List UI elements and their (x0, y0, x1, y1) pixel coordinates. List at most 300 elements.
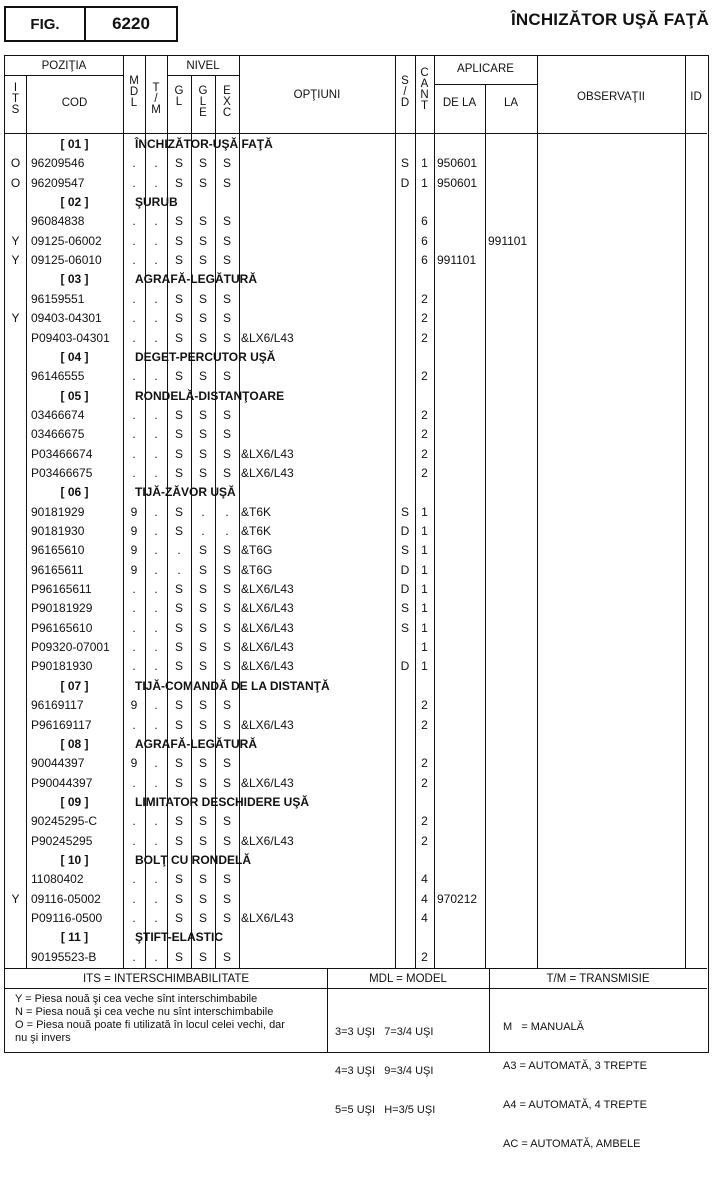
section-title: AGRAFĂ-LEGĂTURĂ (135, 272, 257, 287)
gle-cell: S (198, 311, 207, 326)
code-cell: P03466674 (31, 446, 93, 461)
exc-cell: S (222, 872, 231, 887)
header-de-la: DE LA (442, 97, 477, 109)
mdl-cell: 9 (130, 698, 138, 713)
section-code: [ 11 ] (60, 930, 89, 945)
gl-cell: S (174, 427, 183, 442)
section-code: [ 06 ] (60, 485, 89, 500)
code-cell: P96165611 (31, 582, 92, 597)
option-cell: &LX6/L43 (241, 911, 294, 925)
mdl-cell: . (132, 872, 136, 887)
exc-cell: S (222, 620, 231, 635)
mdl-cell: . (132, 253, 136, 268)
section-title: TIJĂ-COMANDĂ DE LA DISTANŢĂ (135, 678, 330, 693)
to-cell: 991101 (488, 233, 528, 248)
legend-tm-line: AC = AUTOMATĂ, AMBELE (503, 1138, 641, 1150)
gle-cell: S (198, 446, 207, 461)
header-its: I T S (11, 82, 20, 116)
exc-cell: S (222, 949, 231, 964)
vl-la (537, 56, 538, 968)
page-title: ÎNCHIZĂTOR UŞĂ FAŢĂ (510, 10, 709, 29)
option-cell: &LX6/L43 (241, 601, 294, 616)
its-cell: O (10, 156, 21, 171)
qty-cell: 2 (421, 775, 428, 790)
qty-cell: 6 (421, 233, 428, 248)
sd-cell: D (400, 659, 410, 674)
option-cell: &T6K (241, 524, 272, 538)
gl-cell: S (174, 156, 183, 171)
gle-cell: S (198, 601, 207, 616)
qty-cell: 1 (421, 504, 428, 519)
tm-cell: . (154, 562, 158, 577)
exc-cell: S (222, 291, 231, 306)
tm-cell: . (154, 543, 158, 558)
exc-cell: . (225, 524, 229, 538)
gl-cell: S (174, 504, 183, 519)
gl-cell: S (174, 311, 183, 326)
section-title: LIMITATOR DESCHIDERE UŞĂ (135, 794, 310, 809)
section-code: [ 01 ] (60, 137, 89, 151)
gl-cell: S (174, 330, 183, 345)
qty-cell: 4 (421, 911, 428, 925)
gl-cell: S (174, 291, 183, 306)
option-cell: &LX6/L43 (241, 640, 294, 655)
code-cell: 90245295-C (31, 814, 98, 829)
gle-cell: S (198, 872, 207, 887)
code-cell: 03466675 (31, 427, 85, 442)
vl-dela (485, 84, 486, 968)
qty-cell: 2 (421, 814, 428, 829)
vl-exc (239, 56, 240, 968)
hl-legend-top (5, 968, 707, 969)
qty-cell: 1 (421, 659, 428, 674)
gle-cell: S (198, 833, 207, 848)
gle-cell: S (198, 407, 207, 422)
mdl-cell: . (132, 156, 136, 171)
qty-cell: 1 (421, 175, 428, 190)
tm-cell: . (154, 233, 158, 248)
header-la: LA (503, 97, 519, 109)
exc-cell: S (222, 311, 231, 326)
code-cell: 09116-05002 (31, 891, 101, 906)
code-cell: P90181930 (31, 659, 93, 674)
gl-cell: S (174, 214, 183, 229)
its-cell: Y (11, 253, 20, 268)
qty-cell: 2 (421, 717, 428, 732)
mdl-cell: . (132, 659, 136, 674)
exc-cell: S (222, 156, 231, 171)
gle-cell: . (201, 504, 205, 519)
mdl-cell: . (132, 601, 136, 616)
tm-cell: . (154, 330, 158, 345)
exc-cell: S (222, 175, 231, 190)
exc-cell: S (222, 756, 231, 771)
its-cell: Y (11, 891, 20, 906)
section-code: [ 10 ] (60, 852, 89, 867)
qty-cell: 2 (421, 407, 428, 422)
section-code: [ 08 ] (60, 736, 89, 751)
qty-cell: 2 (421, 446, 428, 461)
gle-cell: S (198, 175, 207, 190)
code-cell: 03466674 (31, 407, 85, 422)
qty-cell: 6 (421, 214, 428, 229)
gl-cell: S (174, 814, 183, 829)
code-cell: 90044397 (31, 756, 85, 771)
tm-cell: . (154, 640, 158, 655)
header-id: ID (690, 91, 702, 103)
option-cell: &LX6/L43 (241, 446, 294, 461)
gle-cell: S (198, 814, 207, 829)
gl-cell: S (174, 582, 183, 597)
exc-cell: S (222, 562, 231, 577)
exc-cell: S (222, 814, 231, 829)
header-exc: E X C (222, 85, 232, 119)
code-cell: 96159551 (31, 291, 85, 306)
exc-cell: S (222, 446, 231, 461)
tm-cell: . (154, 814, 158, 829)
mdl-cell: . (132, 369, 136, 384)
mdl-cell: . (132, 582, 136, 597)
qty-cell: 2 (421, 465, 428, 480)
section-title: TIJĂ-ZĂVOR UŞĂ (135, 485, 236, 500)
gle-cell: . (201, 524, 205, 538)
code-cell: 96146555 (31, 369, 85, 384)
tm-cell: . (154, 524, 158, 538)
qty-cell: 1 (421, 543, 428, 558)
option-cell: &T6G (241, 543, 273, 558)
code-cell: 09125-06010 (31, 253, 102, 268)
section-code: [ 09 ] (60, 794, 89, 809)
qty-cell: 2 (421, 291, 428, 306)
legend-its-text (15, 993, 285, 1045)
header-tm: T / M (151, 82, 161, 116)
mdl-cell: . (132, 214, 136, 229)
tm-cell: . (154, 756, 158, 771)
fig-number-box (84, 6, 178, 42)
parts-table (4, 55, 709, 1150)
code-cell: 96209547 (31, 175, 85, 190)
qty-cell: 2 (421, 427, 428, 442)
mdl-cell: . (132, 891, 136, 906)
code-cell: P90044397 (31, 775, 93, 790)
exc-cell: S (222, 465, 231, 480)
gle-cell: S (198, 330, 207, 345)
qty-cell: 1 (421, 640, 428, 655)
gle-cell: S (198, 949, 207, 964)
qty-cell: 2 (421, 756, 428, 771)
gle-cell: S (198, 891, 207, 906)
qty-cell: 6 (421, 253, 428, 268)
qty-cell: 2 (421, 833, 428, 848)
header-cant: C A N T (420, 67, 429, 112)
gle-cell: S (198, 543, 207, 558)
tm-cell: . (154, 504, 158, 519)
tm-cell: . (154, 949, 158, 964)
tm-cell: . (154, 601, 158, 616)
mdl-cell: . (132, 311, 136, 326)
tm-cell: . (154, 253, 158, 268)
code-cell: 96165611 (31, 562, 84, 577)
from-cell: 970212 (437, 891, 478, 906)
legend-its-line: N = Piesa nouă şi cea veche nu sînt interschimbabile (15, 1006, 274, 1018)
mdl-cell: . (132, 911, 136, 925)
header-gl: G L (174, 85, 184, 108)
header-nivel: NIVEL (186, 60, 220, 72)
exc-cell: S (222, 214, 231, 229)
gle-cell: S (198, 156, 207, 171)
gl-cell: S (174, 717, 183, 732)
option-cell: &T6G (241, 562, 273, 577)
exc-cell: S (222, 543, 231, 558)
gle-cell: S (198, 756, 207, 771)
code-cell: 96084838 (31, 214, 85, 229)
legend-its-line: O = Piesa nouă poate fi utilizată în locul celei vechi, dar (15, 1019, 285, 1031)
code-cell: P90181929 (31, 601, 93, 616)
section-code: [ 07 ] (60, 678, 89, 693)
gl-cell: . (177, 543, 181, 558)
header-mdl: M D L (129, 75, 139, 109)
gl-cell: S (174, 620, 183, 635)
tm-cell: . (154, 291, 158, 306)
gle-cell: S (198, 562, 207, 577)
legend-tm-line: A4 = AUTOMATĂ, 4 TREPTE (503, 1099, 647, 1111)
section-code: [ 03 ] (60, 272, 89, 287)
from-cell: 950601 (437, 156, 478, 171)
option-cell: &LX6/L43 (241, 620, 294, 635)
gle-cell: S (198, 640, 207, 655)
gle-cell: S (198, 775, 207, 790)
legend-tm-line: M = MANUALĂ (503, 1021, 584, 1033)
code-cell: 96209546 (31, 156, 85, 171)
fig-label: FIG. (30, 15, 60, 33)
exc-cell: S (222, 253, 231, 268)
gl-cell: S (174, 891, 183, 906)
gl-cell: S (174, 698, 183, 713)
tm-cell: . (154, 911, 158, 925)
qty-cell: 2 (421, 698, 428, 713)
fig-label-box (4, 6, 86, 42)
mdl-cell: . (132, 949, 136, 964)
section-title: RONDELĂ-DISTANŢOARE (135, 388, 285, 403)
section-code: [ 02 ] (60, 195, 89, 210)
gl-cell: S (174, 253, 183, 268)
exc-cell: S (222, 369, 231, 384)
legend-its-title: ITS = INTERSCHIMBABILITATE (82, 973, 250, 985)
tm-cell: . (154, 620, 158, 635)
section-code: [ 05 ] (60, 388, 89, 403)
from-cell: 991101 (437, 253, 477, 268)
gle-cell: S (198, 253, 207, 268)
code-cell: P96165610 (31, 620, 93, 635)
exc-cell: S (222, 233, 231, 248)
mdl-cell: . (132, 717, 136, 732)
gle-cell: S (198, 465, 207, 480)
exc-cell: S (222, 330, 231, 345)
tm-cell: . (154, 369, 158, 384)
code-cell: P09320-07001 (31, 640, 110, 655)
gle-cell: S (198, 659, 207, 674)
sd-cell: D (400, 582, 410, 597)
qty-cell: 1 (421, 601, 428, 616)
its-cell: Y (11, 311, 20, 326)
qty-cell: 1 (421, 156, 428, 171)
gl-cell: S (174, 175, 183, 190)
legend-mdl-line: 5=5 UŞI H=3/5 UŞI (335, 1104, 436, 1116)
option-cell: &LX6/L43 (241, 659, 294, 674)
gle-cell: S (198, 698, 207, 713)
qty-cell: 2 (421, 330, 428, 345)
mdl-cell: . (132, 814, 136, 829)
code-cell: P03466675 (31, 465, 93, 480)
mdl-cell: 9 (130, 543, 138, 558)
vl-obs (685, 56, 686, 968)
tm-cell: . (154, 698, 158, 713)
gl-cell: S (174, 911, 183, 925)
tm-cell: . (154, 214, 158, 229)
vl-cant (434, 56, 435, 968)
its-cell: O (10, 175, 21, 190)
tm-cell: . (154, 717, 158, 732)
legend-tm-line: A3 = AUTOMATĂ, 3 TREPTE (503, 1060, 647, 1072)
section-title: DEGET-PERCUTOR UŞĂ (135, 349, 276, 364)
header-cod: COD (61, 97, 88, 109)
legend-mdl-line: 3=3 UŞI 7=3/4 UŞI (335, 1026, 434, 1038)
gl-cell: S (174, 833, 183, 848)
code-cell: P09116-0500 (31, 911, 103, 925)
hl-nivel (167, 75, 239, 76)
header-optiuni: OPŢIUNI (293, 89, 341, 101)
gle-cell: S (198, 911, 207, 925)
sd-cell: D (400, 175, 410, 190)
code-cell: 90181929 (31, 504, 85, 519)
mdl-cell: . (132, 775, 136, 790)
tm-cell: . (154, 833, 158, 848)
mdl-cell: . (132, 330, 136, 345)
tm-cell: . (154, 659, 158, 674)
tm-cell: . (154, 311, 158, 326)
exc-cell: S (222, 407, 231, 422)
mdl-cell: . (132, 427, 136, 442)
gl-cell: . (177, 562, 181, 577)
option-cell: &LX6/L43 (241, 717, 294, 732)
header-gle: G L E (198, 85, 208, 119)
mdl-cell: . (132, 620, 136, 635)
code-cell: P90245295 (31, 833, 93, 848)
section-title: ŞTIFT-ELASTIC (135, 930, 223, 945)
exc-cell: S (222, 640, 231, 655)
gle-cell: S (198, 620, 207, 635)
its-cell: Y (11, 233, 20, 248)
legend-mdl-text (335, 1000, 435, 1143)
mdl-cell: . (132, 640, 136, 655)
tm-cell: . (154, 775, 158, 790)
gl-cell: S (174, 872, 183, 887)
sd-cell: S (400, 543, 409, 558)
legend-mdl-line: 4=3 UŞI 9=3/4 UŞI (335, 1065, 434, 1077)
sd-cell: S (400, 156, 409, 171)
option-cell: &T6K (241, 504, 272, 519)
exc-cell: S (222, 427, 231, 442)
gle-cell: S (198, 233, 207, 248)
code-cell: 96165610 (31, 543, 85, 558)
exc-cell: S (222, 659, 231, 674)
qty-cell: 2 (421, 369, 428, 384)
sd-cell: D (400, 562, 410, 577)
tm-cell: . (154, 427, 158, 442)
gl-cell: S (174, 949, 183, 964)
gl-cell: S (174, 465, 183, 480)
tm-cell: . (154, 872, 158, 887)
qty-cell: 1 (421, 524, 428, 538)
gle-cell: S (198, 582, 207, 597)
code-cell: 11080402 (31, 872, 84, 887)
legend-mdl-title: MDL = MODEL (369, 973, 447, 985)
sd-cell: S (400, 504, 409, 519)
gle-cell: S (198, 214, 207, 229)
gl-cell: S (174, 775, 183, 790)
fig-number: 6220 (112, 14, 150, 33)
gl-cell: S (174, 756, 183, 771)
header-pozitia: POZIŢIA (41, 60, 87, 72)
code-cell: 96169117 (31, 698, 84, 713)
legend-its-line: nu şi invers (15, 1032, 71, 1044)
tm-cell: . (154, 175, 158, 190)
mdl-cell: . (132, 407, 136, 422)
header-sd: S / D (400, 75, 410, 109)
gl-cell: S (174, 407, 183, 422)
gl-cell: S (174, 369, 183, 384)
section-title: BOLŢ CU RONDELĂ (135, 852, 251, 867)
mdl-cell: 9 (130, 562, 138, 577)
option-cell: &LX6/L43 (241, 775, 294, 790)
mdl-cell: . (132, 291, 136, 306)
qty-cell: 1 (421, 620, 428, 635)
qty-cell: 4 (421, 872, 428, 887)
code-cell: P96169117 (31, 717, 92, 732)
exc-cell: S (222, 698, 231, 713)
sd-cell: S (400, 620, 409, 635)
sd-cell: S (400, 601, 409, 616)
code-cell: 90195523-B (31, 949, 97, 964)
hl-header-bottom (5, 133, 707, 134)
gl-cell: S (174, 446, 183, 461)
code-cell: 90181930 (31, 524, 85, 538)
section-title: AGRAFĂ-LEGĂTURĂ (135, 736, 257, 751)
gl-cell: S (174, 233, 183, 248)
mdl-cell: . (132, 465, 136, 480)
gl-cell: S (174, 601, 183, 616)
exc-cell: S (222, 717, 231, 732)
gl-cell: S (174, 659, 183, 674)
code-cell: 09125-06002 (31, 233, 102, 248)
section-title: ŞURUB (135, 195, 178, 210)
mdl-cell: 9 (130, 504, 138, 519)
mdl-cell: . (132, 233, 136, 248)
header-aplicare: APLICARE (457, 63, 514, 75)
qty-cell: 2 (421, 949, 428, 964)
hl-legend-title (5, 988, 707, 989)
exc-cell: . (225, 504, 229, 519)
legend-tm-title: T/M = TRANSMISIE (546, 973, 650, 985)
mdl-cell: . (132, 175, 136, 190)
code-cell: 09403-04301 (31, 311, 102, 326)
exc-cell: S (222, 833, 231, 848)
header-observatii: OBSERVAŢII (577, 91, 645, 103)
exc-cell: S (222, 582, 231, 597)
gl-cell: S (174, 640, 183, 655)
qty-cell: 1 (421, 582, 428, 597)
option-cell: &LX6/L43 (241, 330, 294, 345)
